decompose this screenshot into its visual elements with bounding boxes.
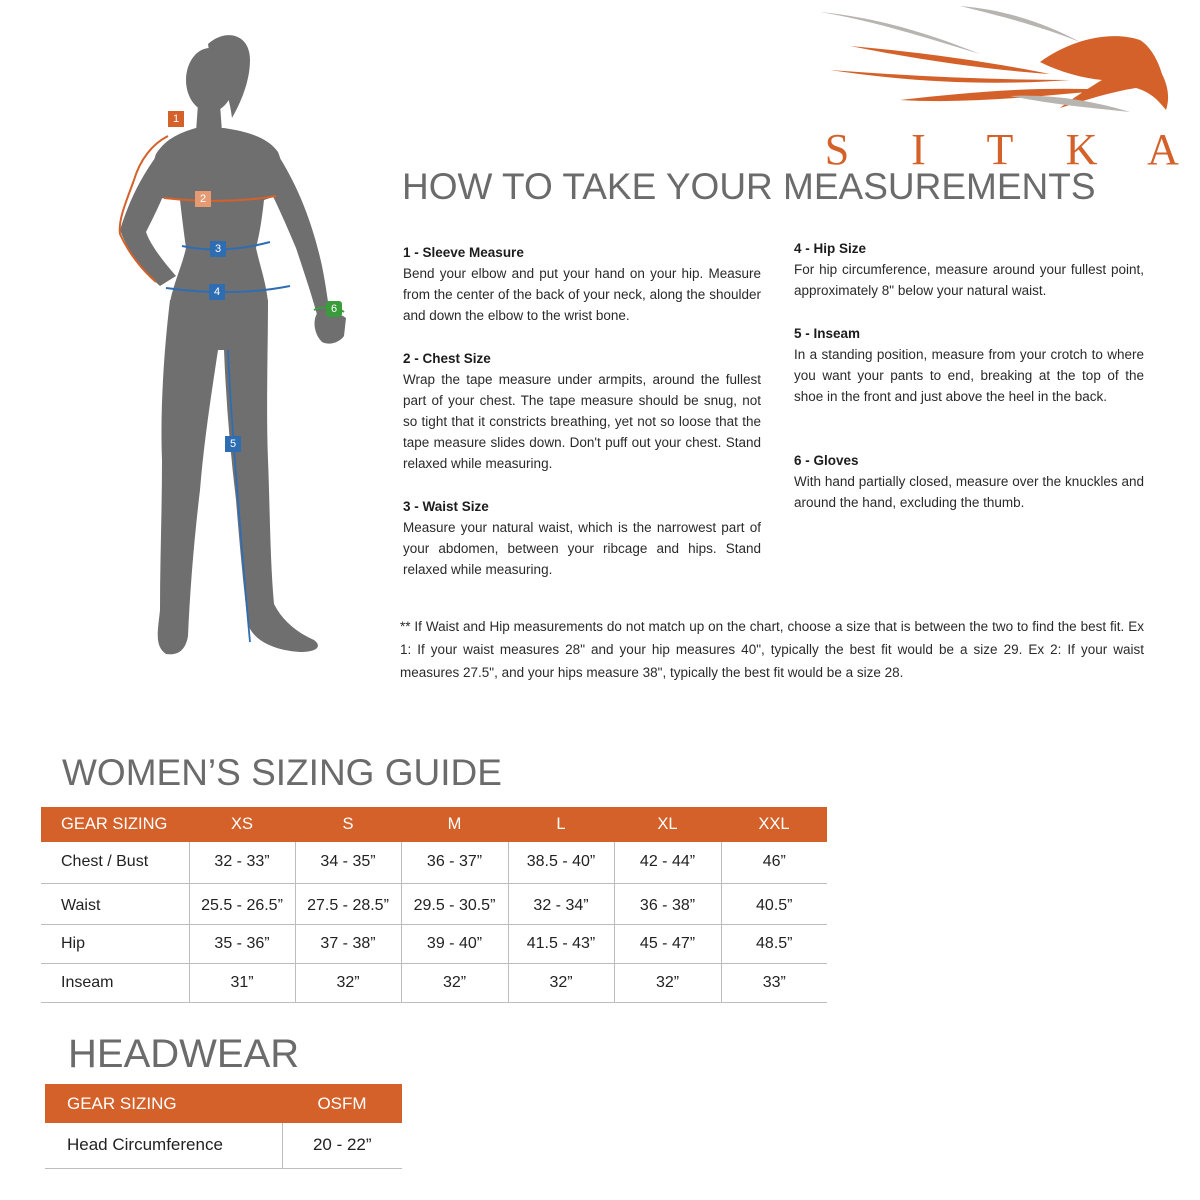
table-cell: 32” <box>508 963 614 1002</box>
table-header-row <box>41 807 827 842</box>
measure-heading: 4 - Hip Size <box>794 241 867 256</box>
measure-body: Wrap the tape measure under armpits, around the fullest part of your chest. The tape measure should be snug, not so tight that it constricts breathing, yet not so loose that the tape measure slides down. Don't puff out your chest. Stand relaxed while measuring. <box>403 372 761 471</box>
measure-heading: 3 - Waist Size <box>403 499 489 514</box>
sitka-logo <box>810 0 1180 175</box>
table-row <box>41 842 827 883</box>
column-header: OSFM <box>282 1084 402 1123</box>
fit-note: ** If Waist and Hip measurements do not match up on the chart, choose a size that is between the two to find the best fit. Ex 1: If your waist measures 28" and your hip measures 40", typically the best fit would be a size 29. Ex 2: If your waist measures 27.5", and your hips measure 38", typically the best fit would be a size 28. <box>400 619 1144 680</box>
measure-body: In a standing position, measure from your crotch to where you want your pants to end, breaking at the top of the shoe in the front and just above the heel in the back. <box>794 347 1144 404</box>
column-header: L <box>508 807 614 842</box>
figure-marker-4: 4 <box>209 284 225 300</box>
measurement-figure <box>100 20 380 670</box>
table-cell: 41.5 - 43” <box>508 924 614 963</box>
column-header: XL <box>614 807 721 842</box>
measure-heading: 1 - Sleeve Measure <box>403 245 524 260</box>
womens-size-table <box>41 807 827 1003</box>
table-cell: 20 - 22” <box>282 1123 402 1168</box>
row-label: Chest / Bust <box>41 842 189 883</box>
table-row <box>41 883 827 924</box>
woman-silhouette-icon <box>100 20 380 670</box>
table-cell: 35 - 36” <box>189 924 295 963</box>
table-cell: 39 - 40” <box>401 924 508 963</box>
measure-body: For hip circumference, measure around your fullest point, approximately 8" below your natural waist. <box>794 262 1144 298</box>
figure-marker-5: 5 <box>225 436 241 452</box>
headwear-title: HEADWEAR <box>68 1032 300 1076</box>
table-cell: 33” <box>721 963 827 1002</box>
column-header: M <box>401 807 508 842</box>
column-header: GEAR SIZING <box>41 807 189 842</box>
table-cell: 36 - 38” <box>614 883 721 924</box>
measure-heading: 2 - Chest Size <box>403 351 491 366</box>
logo-letter: T <box>986 125 1014 174</box>
table-row <box>41 963 827 1002</box>
table-cell: 29.5 - 30.5” <box>401 883 508 924</box>
table-cell: 36 - 37” <box>401 842 508 883</box>
column-header: S <box>295 807 401 842</box>
measure-heading: 6 - Gloves <box>794 453 859 468</box>
table-cell: 40.5” <box>721 883 827 924</box>
figure-marker-6: 6 <box>326 301 342 317</box>
row-label: Inseam <box>41 963 189 1002</box>
table-cell: 37 - 38” <box>295 924 401 963</box>
table-cell: 32 - 33” <box>189 842 295 883</box>
measure-item-inseam <box>794 323 1144 407</box>
table-cell: 34 - 35” <box>295 842 401 883</box>
headwear-size-table <box>45 1084 402 1169</box>
measure-item-hip <box>794 238 1144 301</box>
measure-body: Measure your natural waist, which is the narrowest part of your abdomen, between your ribcage and hips. Stand relaxed while measuring. <box>403 520 761 577</box>
table-row <box>45 1123 402 1168</box>
figure-marker-3: 3 <box>210 241 226 257</box>
table-cell: 32” <box>614 963 721 1002</box>
measure-item-waist <box>403 496 761 580</box>
table-cell: 32” <box>295 963 401 1002</box>
measure-item-chest <box>403 348 761 474</box>
table-cell: 32” <box>401 963 508 1002</box>
table-cell: 27.5 - 28.5” <box>295 883 401 924</box>
table-header-row <box>45 1084 402 1123</box>
womens-guide-title: WOMEN’S SIZING GUIDE <box>62 752 502 793</box>
measure-heading: 5 - Inseam <box>794 326 861 341</box>
measure-body: With hand partially closed, measure over the knuckles and around the hand, excluding the thumb. <box>794 474 1144 510</box>
measure-body: Bend your elbow and put your hand on your hip. Measure from the center of the back of your neck, along the shoulder and down the elbow to the wrist bone. <box>403 266 761 323</box>
column-header: GEAR SIZING <box>45 1084 282 1123</box>
row-label: Hip <box>41 924 189 963</box>
column-header: XS <box>189 807 295 842</box>
logo-letter: K <box>1065 125 1098 174</box>
measurements-title: HOW TO TAKE YOUR MEASUREMENTS <box>402 166 1096 207</box>
sitka-leaping-animal-logo-icon <box>810 0 1180 125</box>
row-label: Head Circumference <box>45 1123 282 1168</box>
table-cell: 31” <box>189 963 295 1002</box>
table-row <box>41 924 827 963</box>
table-cell: 45 - 47” <box>614 924 721 963</box>
row-label: Waist <box>41 883 189 924</box>
logo-letter: S <box>824 125 850 174</box>
logo-letter: I <box>911 125 926 174</box>
figure-marker-1: 1 <box>168 111 184 127</box>
table-cell: 25.5 - 26.5” <box>189 883 295 924</box>
figure-marker-2: 2 <box>195 191 211 207</box>
column-header: XXL <box>721 807 827 842</box>
measure-item-gloves <box>794 450 1144 513</box>
measure-item-sleeve <box>403 242 761 326</box>
table-cell: 46” <box>721 842 827 883</box>
logo-letter: A <box>1147 125 1179 174</box>
table-cell: 32 - 34” <box>508 883 614 924</box>
table-cell: 42 - 44” <box>614 842 721 883</box>
table-cell: 38.5 - 40” <box>508 842 614 883</box>
table-cell: 48.5” <box>721 924 827 963</box>
